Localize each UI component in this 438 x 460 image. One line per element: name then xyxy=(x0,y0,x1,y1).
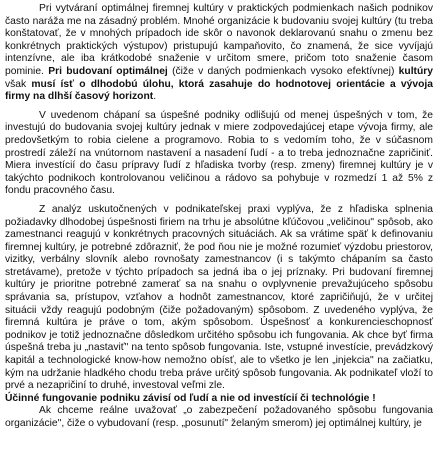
analysis-text: Z analýz uskutočnených v podnikateľskej praxi vyplýva, že z hľadiska splnenia požiadavky dlhodobej úspešnosti firiem na trhu je absolútne kľúčovou „veličinou" spôsob, ako zamestnanci reagujú v konkrétnych pracovných situáciách. Ak sa vrátime späť k definovaniu firemnej kultúry, je potrebné zdôrazniť, že pod ňou nie je možné rozumieť výzdobu priestorov, vizitky, verbálny slovník alebo rovnošaty zamestnancov (i s takýmto chápaním sa často stretávame), pretože v týchto prípadoch sa jedná iba o jej príznaky. Pri budovaní firemnej kultúry je prioritne potrebné zamerať sa na snahu o ovplyvnenie prevažujúceho spôsobu správania sa, prístupov, vzťahov a hodnôt zamestnancov, ktoré zapričiňujú, že v určitej situácii vždy reagujú podobným (čiže požadovaným) spôsobom. Z uvedeného vyplýva, že firemná kultúra je práve o tom, akým spôsobom. Úspešnosť a konkurencieschopnosť podnikov je totiž jednoznačne dôsledkom určitého spôsobu ich fungovania. Ak chce byť firma úspešná treba ju „nastaviť" na tento spôsob fungovania. Iste, vstupné investície, prevádzkový kapitál a technologické know-how nemožno obísť, ale to všetko je len „injekcia" na začiatku, kým na udržanie hladkého chodu treba práve určitý spôsob fungovania. Ak podnikateľ vloží to prvé a nezapričiní to druhé, investoval veľmi zle. xyxy=(5,203,433,392)
intro-text: Pri vytváraní optimálnej firemnej kultúry v praktických podmienkach našich podnikov často naráža me na zásadný problém. Mnohé organizácie k budovaniu svojej kultúry (tu treba konštatovať, že v mnohých prípadoch ide skôr o navonok deklarovanú snahu o zmenu bez konkrétnych praktických výstupov) pristupujú kampaňovito, čo znamená, že sice vyvíjajú intenzívne, ale iba krátkodobé snaženie v určitom smere, pričom toto snaženie časom pominie. xyxy=(5,3,433,77)
paragraph-investment: V uvedenom chápaní sa úspešné podniky odlišujú od menej úspešných v tom, že investujú do budovania svojej kultúry jednak v miere zodpovedajúcej etape vývoja firmy, ale predovšetkým to robia cielene a programovo. Robia to s vedomím toho, že v súčasnom prostredí záleží na vnútornom nastavení a nasadení ľudí - a to treba jednoznačne zapričiniť. Miera investícií do času prípravy ľudí z hľadiska tvorby (resp. zmeny) firemnej kultúry je v takýchto podnikoch kontrolovanou veličinou a rádovo sa pohybuje v rozmedzí 1 až 5% z fondu pracovného času. xyxy=(5,109,433,197)
paragraph-intro xyxy=(5,3,433,104)
intro-emphasis-1: Pri budovaní optimálnej xyxy=(48,65,168,77)
intro-text-4: . xyxy=(153,91,157,103)
intro-emphasis-2: kultúry xyxy=(398,65,434,77)
paragraph-closing: Ak chceme reálne uvažovať „o zabezpečení požadovaného spôsobu fungovania organizácie", čiže o vybudovaní (resp. „posunutí" želaným smerom) jej optimálnej kultúry, je xyxy=(5,405,433,429)
intro-text-3: však xyxy=(5,78,32,90)
intro-text-2: (čiže v daných podmienkach vysoko efektívnej) xyxy=(167,65,399,77)
paragraph-analysis xyxy=(5,204,433,406)
intro-emphasis-3: musí ísť o dlhodobú úlohu, ktorá zasahuje do hodnotovej orientácie a vývoja firmy na dlhší časový horizont xyxy=(5,78,433,103)
analysis-conclusion: Účinné fungovanie podniku závisí od ľudí a nie od investícií či technológie ! xyxy=(5,392,376,404)
